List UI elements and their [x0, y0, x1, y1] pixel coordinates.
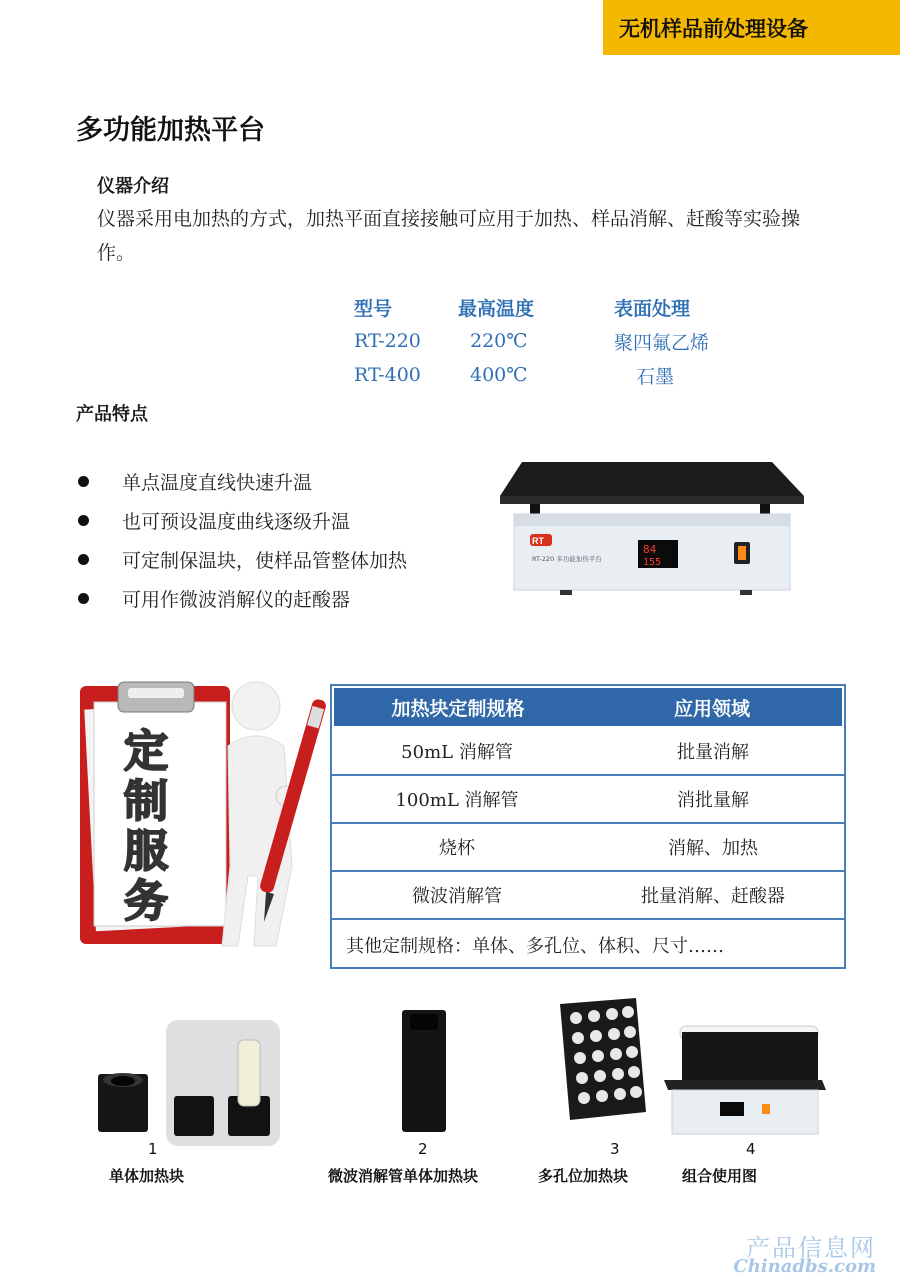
watermark	[733, 1228, 890, 1278]
cell-spec: 100mL 消解管	[395, 790, 519, 811]
table-row	[332, 776, 844, 824]
device-brand: RT	[532, 536, 544, 546]
intro-heading: 仪器介绍	[97, 176, 169, 197]
features-heading: 产品特点	[76, 404, 148, 425]
watermark-cn: 产品信息网	[746, 1234, 876, 1262]
feature-item	[78, 540, 407, 579]
category-tab	[603, 0, 900, 55]
spec-row	[354, 358, 709, 392]
single-block-photo	[166, 1020, 280, 1146]
multi-position-block-image	[556, 994, 648, 1124]
customization-table	[330, 684, 846, 969]
cell-application: 消批量解	[677, 790, 749, 811]
custom-service-illustration	[78, 676, 330, 954]
watermark-en: Chinadbs.com	[733, 1256, 876, 1277]
cell-spec: 微波消解管	[412, 886, 502, 907]
clipboard-char: 务	[124, 876, 168, 927]
product-number: 2	[418, 1140, 428, 1158]
bullet-icon	[78, 554, 89, 565]
spec-header-surface: 表面处理	[614, 297, 691, 320]
microwave-tube-block-image	[400, 1000, 450, 1136]
cell-spec: 烧杯	[439, 838, 475, 859]
cell-application: 批量消解	[677, 742, 749, 763]
product-number: 1	[148, 1140, 158, 1158]
cell-spec: 50mL 消解管	[401, 742, 513, 763]
feature-text: 也可预设温度曲线逐级升温	[122, 511, 351, 533]
clipboard-char: 制	[124, 776, 168, 827]
spec-row	[354, 324, 709, 358]
spec-model: RT-400	[354, 364, 421, 386]
heating-platform-image	[500, 460, 806, 596]
product-gallery	[0, 1010, 900, 1210]
spec-temp: 400℃	[470, 364, 528, 386]
spec-model: RT-220	[354, 330, 421, 352]
feature-list	[78, 462, 407, 618]
spec-header-row	[354, 290, 709, 324]
display-bottom: 155	[643, 557, 662, 568]
page-title: 多功能加热平台	[76, 115, 265, 146]
feature-text: 可用作微波消解仪的赶酸器	[122, 589, 351, 611]
clipboard-char: 服	[124, 826, 168, 877]
bullet-icon	[78, 476, 89, 487]
feature-item	[78, 501, 407, 540]
bullet-icon	[78, 515, 89, 526]
spec-surface: 聚四氟乙烯	[614, 331, 710, 354]
spec-surface: 石墨	[636, 365, 675, 388]
spec-table	[354, 290, 709, 392]
column-header-spec: 加热块定制规格	[391, 697, 525, 720]
cell-application: 消解、加热	[668, 838, 758, 859]
customization-note: 其他定制规格：单体、多孔位、体积、尺寸……	[346, 936, 724, 957]
table-row	[332, 824, 844, 872]
cell-application: 批量消解、赶酸器	[641, 886, 785, 907]
intro-text: 仪器采用电加热的方式，加热平面直接接触可应用于加热、样品消解、赶酸等实验操作。	[97, 208, 801, 264]
bullet-icon	[78, 593, 89, 604]
feature-text: 可定制保温块，使样品管整体加热	[122, 550, 408, 572]
product-number: 4	[746, 1140, 756, 1158]
table-row	[332, 728, 844, 776]
spec-header-model: 型号	[354, 297, 393, 320]
feature-text: 单点温度直线快速升温	[122, 472, 313, 494]
display-top: 84	[643, 543, 657, 556]
combined-use-image	[662, 1018, 828, 1144]
clipboard-char: 定	[124, 726, 168, 777]
product-caption: 单体加热块	[109, 1167, 185, 1185]
product-caption: 组合使用图	[682, 1167, 758, 1185]
device-label: RT-220 多功能加热平台	[532, 555, 602, 563]
table-row	[332, 872, 844, 920]
product-caption: 微波消解管单体加热块	[328, 1167, 479, 1185]
single-block-image	[96, 1060, 154, 1136]
spec-header-temp: 最高温度	[458, 297, 535, 320]
feature-item	[78, 579, 407, 618]
customization-table-header	[332, 686, 844, 728]
product-number: 3	[610, 1140, 620, 1158]
feature-item	[78, 462, 407, 501]
product-caption: 多孔位加热块	[538, 1167, 629, 1185]
spec-temp: 220℃	[470, 330, 528, 352]
category-label: 无机样品前处理设备	[619, 16, 808, 41]
column-header-application: 应用领域	[674, 697, 751, 720]
